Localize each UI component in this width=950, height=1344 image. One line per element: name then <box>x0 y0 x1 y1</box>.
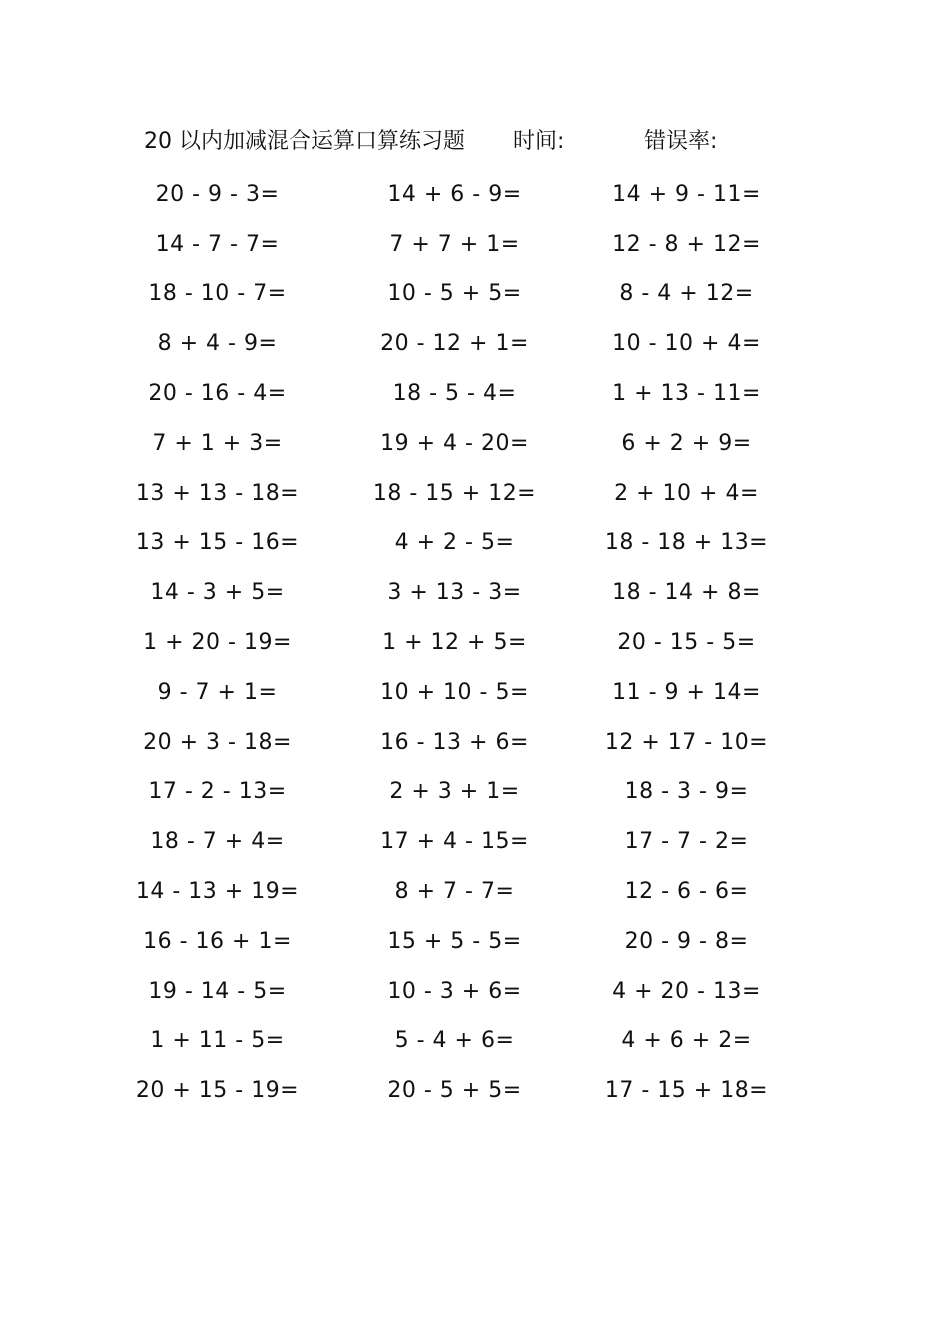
problem-item: 1 + 13 - 11= <box>612 381 761 407</box>
problem-item: 14 + 6 - 9= <box>387 181 522 207</box>
problem-item: 10 - 3 + 6= <box>387 978 522 1004</box>
problem-row <box>130 469 810 519</box>
problem-row <box>130 568 810 618</box>
problem-item: 5 - 4 + 6= <box>394 1028 515 1054</box>
problem-item: 4 + 20 - 13= <box>612 978 761 1004</box>
error-rate-label: 错误率: <box>644 129 718 154</box>
problem-item: 17 - 7 - 2= <box>624 829 749 855</box>
problem-item: 2 + 3 + 1= <box>389 779 520 805</box>
problem-row <box>130 718 810 768</box>
problem-item: 20 - 12 + 1= <box>380 331 529 357</box>
problem-item: 8 - 4 + 12= <box>619 281 754 307</box>
problem-row <box>130 917 810 967</box>
problem-item: 4 + 2 - 5= <box>394 530 515 556</box>
problem-item: 11 - 9 + 14= <box>612 679 761 705</box>
problem-grid <box>130 170 810 1116</box>
problem-item: 20 - 9 - 3= <box>155 181 280 207</box>
problem-item: 18 - 15 + 12= <box>372 480 537 506</box>
problem-item: 9 - 7 + 1= <box>157 679 278 705</box>
problem-item: 8 + 7 - 7= <box>394 879 515 905</box>
problem-item: 17 - 15 + 18= <box>604 1078 769 1104</box>
problem-row <box>130 967 810 1017</box>
problem-row <box>130 668 810 718</box>
problem-item: 16 - 13 + 6= <box>380 729 529 755</box>
problem-item: 7 + 7 + 1= <box>389 231 520 257</box>
problem-row <box>130 220 810 270</box>
problem-item: 1 + 12 + 5= <box>382 630 527 656</box>
problem-row <box>130 170 810 220</box>
problem-item: 12 + 17 - 10= <box>604 729 769 755</box>
problem-item: 14 + 9 - 11= <box>612 181 761 207</box>
problem-item: 15 + 5 - 5= <box>387 928 522 954</box>
problem-item: 10 + 10 - 5= <box>380 679 529 705</box>
problem-item: 20 + 15 - 19= <box>135 1078 300 1104</box>
problem-item: 1 + 20 - 19= <box>143 630 292 656</box>
problem-item: 3 + 13 - 3= <box>387 580 522 606</box>
problem-item: 10 - 5 + 5= <box>387 281 522 307</box>
problem-item: 18 - 5 - 4= <box>392 381 517 407</box>
problem-item: 14 - 3 + 5= <box>150 580 285 606</box>
problem-item: 13 + 15 - 16= <box>135 530 300 556</box>
problem-row <box>130 369 810 419</box>
worksheet-title: 20 以内加减混合运算口算练习题 <box>144 129 465 154</box>
time-label: 时间: <box>513 129 565 154</box>
problem-row <box>130 270 810 320</box>
problem-item: 20 - 15 - 5= <box>617 630 756 656</box>
problem-row <box>130 867 810 917</box>
problem-item: 18 - 14 + 8= <box>612 580 761 606</box>
problem-row <box>130 1017 810 1067</box>
problem-item: 14 - 7 - 7= <box>155 231 280 257</box>
problem-row <box>130 1066 810 1116</box>
problem-item: 16 - 16 + 1= <box>143 928 292 954</box>
problem-item: 6 + 2 + 9= <box>621 430 752 456</box>
problem-row <box>130 768 810 818</box>
problem-item: 12 - 8 + 12= <box>612 231 761 257</box>
problem-item: 18 - 18 + 13= <box>604 530 769 556</box>
problem-item: 19 + 4 - 20= <box>380 430 529 456</box>
problem-item: 10 - 10 + 4= <box>612 331 761 357</box>
problem-row <box>130 419 810 469</box>
problem-row <box>130 319 810 369</box>
problem-item: 8 + 4 - 9= <box>157 331 278 357</box>
problem-item: 1 + 11 - 5= <box>150 1028 285 1054</box>
problem-item: 20 - 9 - 8= <box>624 928 749 954</box>
problem-row <box>130 817 810 867</box>
problem-item: 13 + 13 - 18= <box>135 480 300 506</box>
problem-item: 18 - 10 - 7= <box>148 281 287 307</box>
problem-item: 20 + 3 - 18= <box>143 729 292 755</box>
problem-item: 14 - 13 + 19= <box>135 879 300 905</box>
problem-row <box>130 519 810 569</box>
problem-row <box>130 618 810 668</box>
problem-item: 2 + 10 + 4= <box>614 480 759 506</box>
problem-item: 12 - 6 - 6= <box>624 879 749 905</box>
problem-item: 17 + 4 - 15= <box>380 829 529 855</box>
problem-item: 17 - 2 - 13= <box>148 779 287 805</box>
problem-item: 20 - 16 - 4= <box>148 381 287 407</box>
problem-item: 19 - 14 - 5= <box>148 978 287 1004</box>
problem-item: 18 - 7 + 4= <box>150 829 285 855</box>
problem-item: 18 - 3 - 9= <box>624 779 749 805</box>
problem-item: 20 - 5 + 5= <box>387 1078 522 1104</box>
problem-item: 4 + 6 + 2= <box>621 1028 752 1054</box>
problem-item: 7 + 1 + 3= <box>152 430 283 456</box>
